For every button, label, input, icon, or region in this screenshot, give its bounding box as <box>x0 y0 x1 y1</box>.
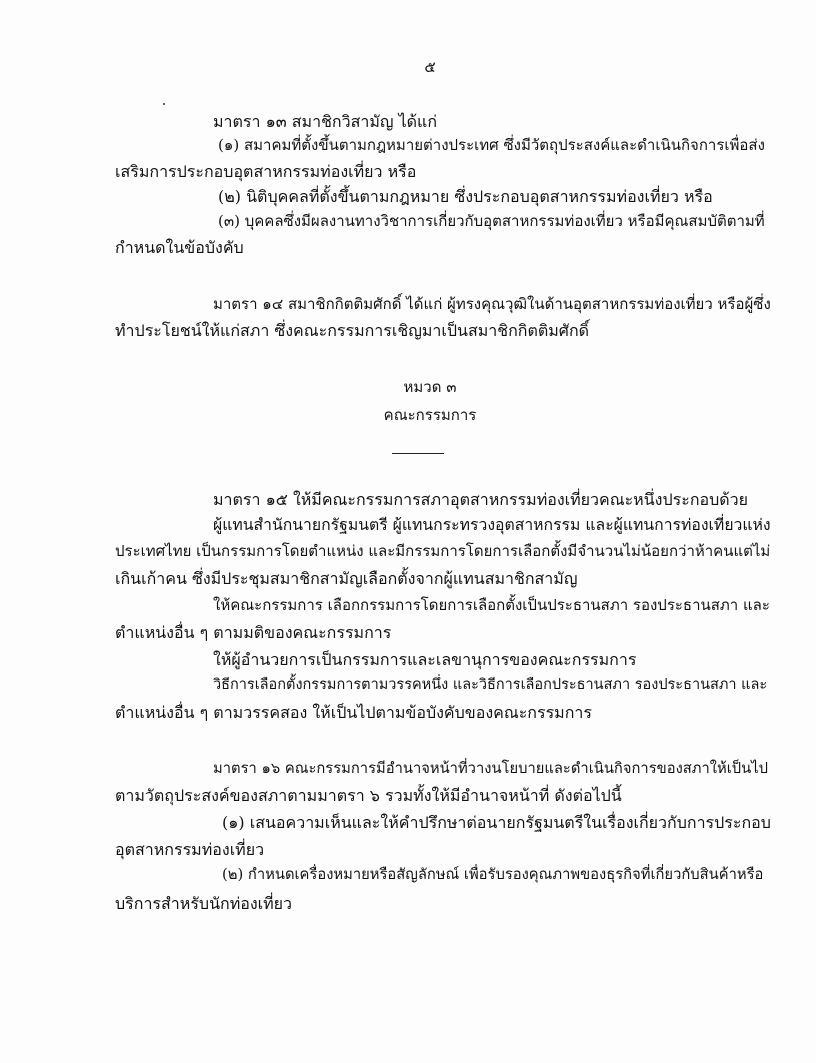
section-14-line-2: ทำประโยชน์ให้แก่สภา ซึ่งคณะกรรมการเชิญมาเป็นสมาชิกกิตติมศักดิ์ <box>115 321 590 340</box>
chapter-title: คณะกรรมการ <box>383 406 477 424</box>
section-14-line-1: มาตรา ๑๔ สมาชิกกิตติมศักดิ์ ได้แก่ ผู้ทรงคุณวุฒิในด้านอุตสาหกรรมท่องเที่ยว หรือผู้ซึ่ง <box>213 295 771 313</box>
section-16-item-1: (๑) เสนอความเห็นและให้คำปรึกษาต่อนายกรัฐมนตรีในเรื่องเกี่ยวกับการประกอบ <box>222 813 771 832</box>
section-15-line-1: มาตรา ๑๕ ให้มีคณะกรรมการสภาอุตสาหกรรมท่องเที่ยวคณะหนึ่งประกอบด้วย <box>213 490 749 509</box>
page-number: ๕ <box>424 58 436 76</box>
section-15-line-5: ให้คณะกรรมการ เลือกกรรมการโดยการเลือกตั้งเป็นประธานสภา รองประธานสภา และ <box>213 596 770 614</box>
section-13-item-2: (๒) นิติบุคคลที่ตั้งขึ้นตามกฎหมาย ซึ่งประกอบอุตสาหกรรมท่องเที่ยว หรือ <box>218 187 713 206</box>
section-16-line-2: ตามวัตถุประสงค์ของสภาตามมาตรา ๖ รวมทั้งให้มีอำนาจหน้าที่ ดังต่อไปนี้ <box>115 786 622 805</box>
section-13-heading: มาตรา ๑๓ สมาชิกวิสามัญ ได้แก่ <box>213 112 438 131</box>
section-13-item-3: (๓) บุคคลซึ่งมีผลงานทางวิชาการเกี่ยวกับอุตสาหกรรมท่องเที่ยว หรือมีคุณสมบัติตามที่ <box>218 212 765 230</box>
section-16-line-1: มาตรา ๑๖ คณะกรรมการมีอำนาจหน้าที่วางนโยบายและดำเนินกิจการของสภาให้เป็นไป <box>213 760 768 777</box>
chapter-rule <box>392 453 444 454</box>
scan-speck <box>163 103 165 105</box>
section-15-line-7: ให้ผู้อำนวยการเป็นกรรมการและเลขานุการของคณะกรรมการ <box>213 650 637 669</box>
section-13-item-1: (๑) สมาคมที่ตั้งขึ้นตามกฎหมายต่างประเทศ ซึ่งมีวัตถุประสงค์และดำเนินกิจการเพื่อส่ง <box>218 136 765 154</box>
section-13-item-3-cont: กำหนดในข้อบังคับ <box>115 238 244 257</box>
section-15-line-8: วิธีการเลือกตั้งกรรมการตามวรรคหนึ่ง และวิธีการเลือกประธานสภา รองประธานสภา และ <box>213 677 768 693</box>
section-16-item-1-cont: อุตสาหกรรมท่องเที่ยว <box>115 840 265 859</box>
section-15-line-2: ผู้แทนสำนักนายกรัฐมนตรี ผู้แทนกระทรวงอุตสาหกรรม และผู้แทนการท่องเที่ยวแห่ง <box>213 515 771 534</box>
section-16-item-2: (๒) กำหนดเครื่องหมายหรือสัญลักษณ์ เพื่อรับรองคุณภาพของธุรกิจที่เกี่ยวกับสินค้าหรือ <box>222 866 764 883</box>
section-15-line-4: เกินเก้าคน ซึ่งมีประชุมสมาชิกสามัญเลือกตั้งจากผู้แทนสมาชิกสามัญ <box>115 569 578 588</box>
section-13-item-1-cont: เสริมการประกอบอุตสาหกรรมท่องเที่ยว หรือ <box>115 162 417 181</box>
chapter-number: หมวด ๓ <box>403 378 457 396</box>
section-15-line-3: ประเทศไทย เป็นกรรมการโดยตำแหน่ง และมีกรรมการโดยการเลือกตั้งมีจำนวนไม่น้อยกว่าห้าคนแต่ไม่ <box>115 542 771 560</box>
section-15-line-6: ตำแหน่งอื่น ๆ ตามมติของคณะกรรมการ <box>115 623 392 642</box>
section-15-line-9: ตำแหน่งอื่น ๆ ตามวรรคสอง ให้เป็นไปตามข้อบังคับของคณะกรรมการ <box>115 703 592 722</box>
section-16-item-2-cont: บริการสำหรับนักท่องเที่ยว <box>115 894 293 913</box>
